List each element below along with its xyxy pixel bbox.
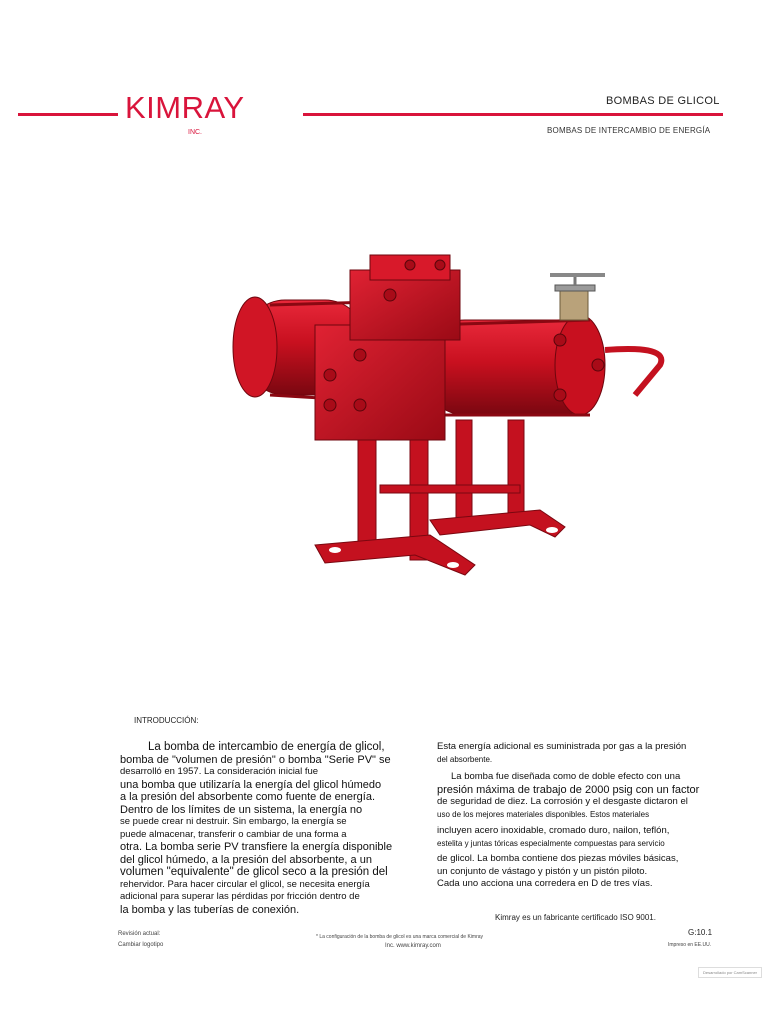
text-line: bomba de "volumen de presión" o bomba "Serie PV" se <box>120 753 391 766</box>
text-line: uso de los mejores materiales disponibles. Estos materiales <box>437 809 650 819</box>
text-line: La bomba fue diseñada como de doble efecto con una <box>451 771 681 782</box>
text-line: adicional para superar las pérdidas por fricción dentro de <box>120 891 360 902</box>
header-rule-right <box>303 113 723 116</box>
trademark-note: * La configuración de la bomba de glicol es una marca comercial de Kimray <box>316 934 484 940</box>
text-line: otra. La bomba serie PV transfiere la energía disponible <box>120 841 393 853</box>
text-line: un conjunto de vástago y pistón y un pistón piloto. <box>437 865 648 877</box>
printed-note: Impreso en EE.UU. <box>668 942 712 948</box>
text-line: incluyen acero inoxidable, cromado duro, nailon, teflón, <box>437 825 670 836</box>
text-line: del glicol húmedo, a la presión del absorbente, a un <box>120 853 372 866</box>
brand-logo: KIMRAY <box>125 90 245 125</box>
scanner-watermark: Desarrollado por CamScanner <box>698 967 762 978</box>
intro-left-column <box>120 741 420 916</box>
text-line: Dentro de los límites de un sistema, la energía no <box>120 803 363 816</box>
text-line: de glicol. La bomba contiene dos piezas móviles básicas, <box>437 853 679 864</box>
document-code: G:10.1 <box>688 928 713 937</box>
text-line: volumen "equivalente" de glicol seco a la presión del <box>120 866 388 878</box>
brand-inc: INC. <box>188 129 202 136</box>
change-logo-label: Cambiar logotipo <box>118 942 164 948</box>
text-line: presión máxima de trabajo de 2000 psig con un factor <box>437 783 700 796</box>
revision-label: Revisión actual: <box>118 931 161 937</box>
header-rule-left <box>18 113 118 116</box>
glycol-pump-image <box>230 245 675 580</box>
text-line: Cada uno acciona una corredera en D de tres vías. <box>437 878 653 889</box>
text-line: estelita y juntas tóricas especialmente compuestas para servicio <box>437 838 665 848</box>
text-line: Esta energía adicional es suministrada por gas a la presión <box>437 741 687 752</box>
text-line: La bomba de intercambio de energía de glicol, <box>148 741 385 753</box>
text-line: a la presión del absorbente como fuente de energía. <box>120 791 376 803</box>
website: Inc. www.kimray.com <box>385 943 441 949</box>
text-line: del absorbente. <box>437 754 493 764</box>
iso-statement: Kimray es un fabricante certificado ISO 9001. <box>495 913 656 922</box>
text-line: desarrolló en 1957. La consideración inicial fue <box>120 766 319 777</box>
intro-right-column <box>437 741 737 891</box>
text-line: puede almacenar, transferir o cambiar de una forma a <box>120 828 347 840</box>
intro-heading: INTRODUCCIÓN: <box>134 716 199 725</box>
text-line: la bomba y las tuberías de conexión. <box>120 903 300 916</box>
text-line: rehervidor. Para hacer circular el glicol, se necesita energía <box>120 878 370 890</box>
page-title: BOMBAS DE GLICOL <box>606 95 720 107</box>
page-subtitle: BOMBAS DE INTERCAMBIO DE ENERGÍA <box>547 126 711 135</box>
text-line: una bomba que utilizaría la energía del glicol húmedo <box>120 778 382 791</box>
text-line: de seguridad de diez. La corrosión y el desgaste dictaron el <box>437 796 688 807</box>
text-line: se puede crear ni destruir. Sin embargo, la energía se <box>120 816 347 827</box>
